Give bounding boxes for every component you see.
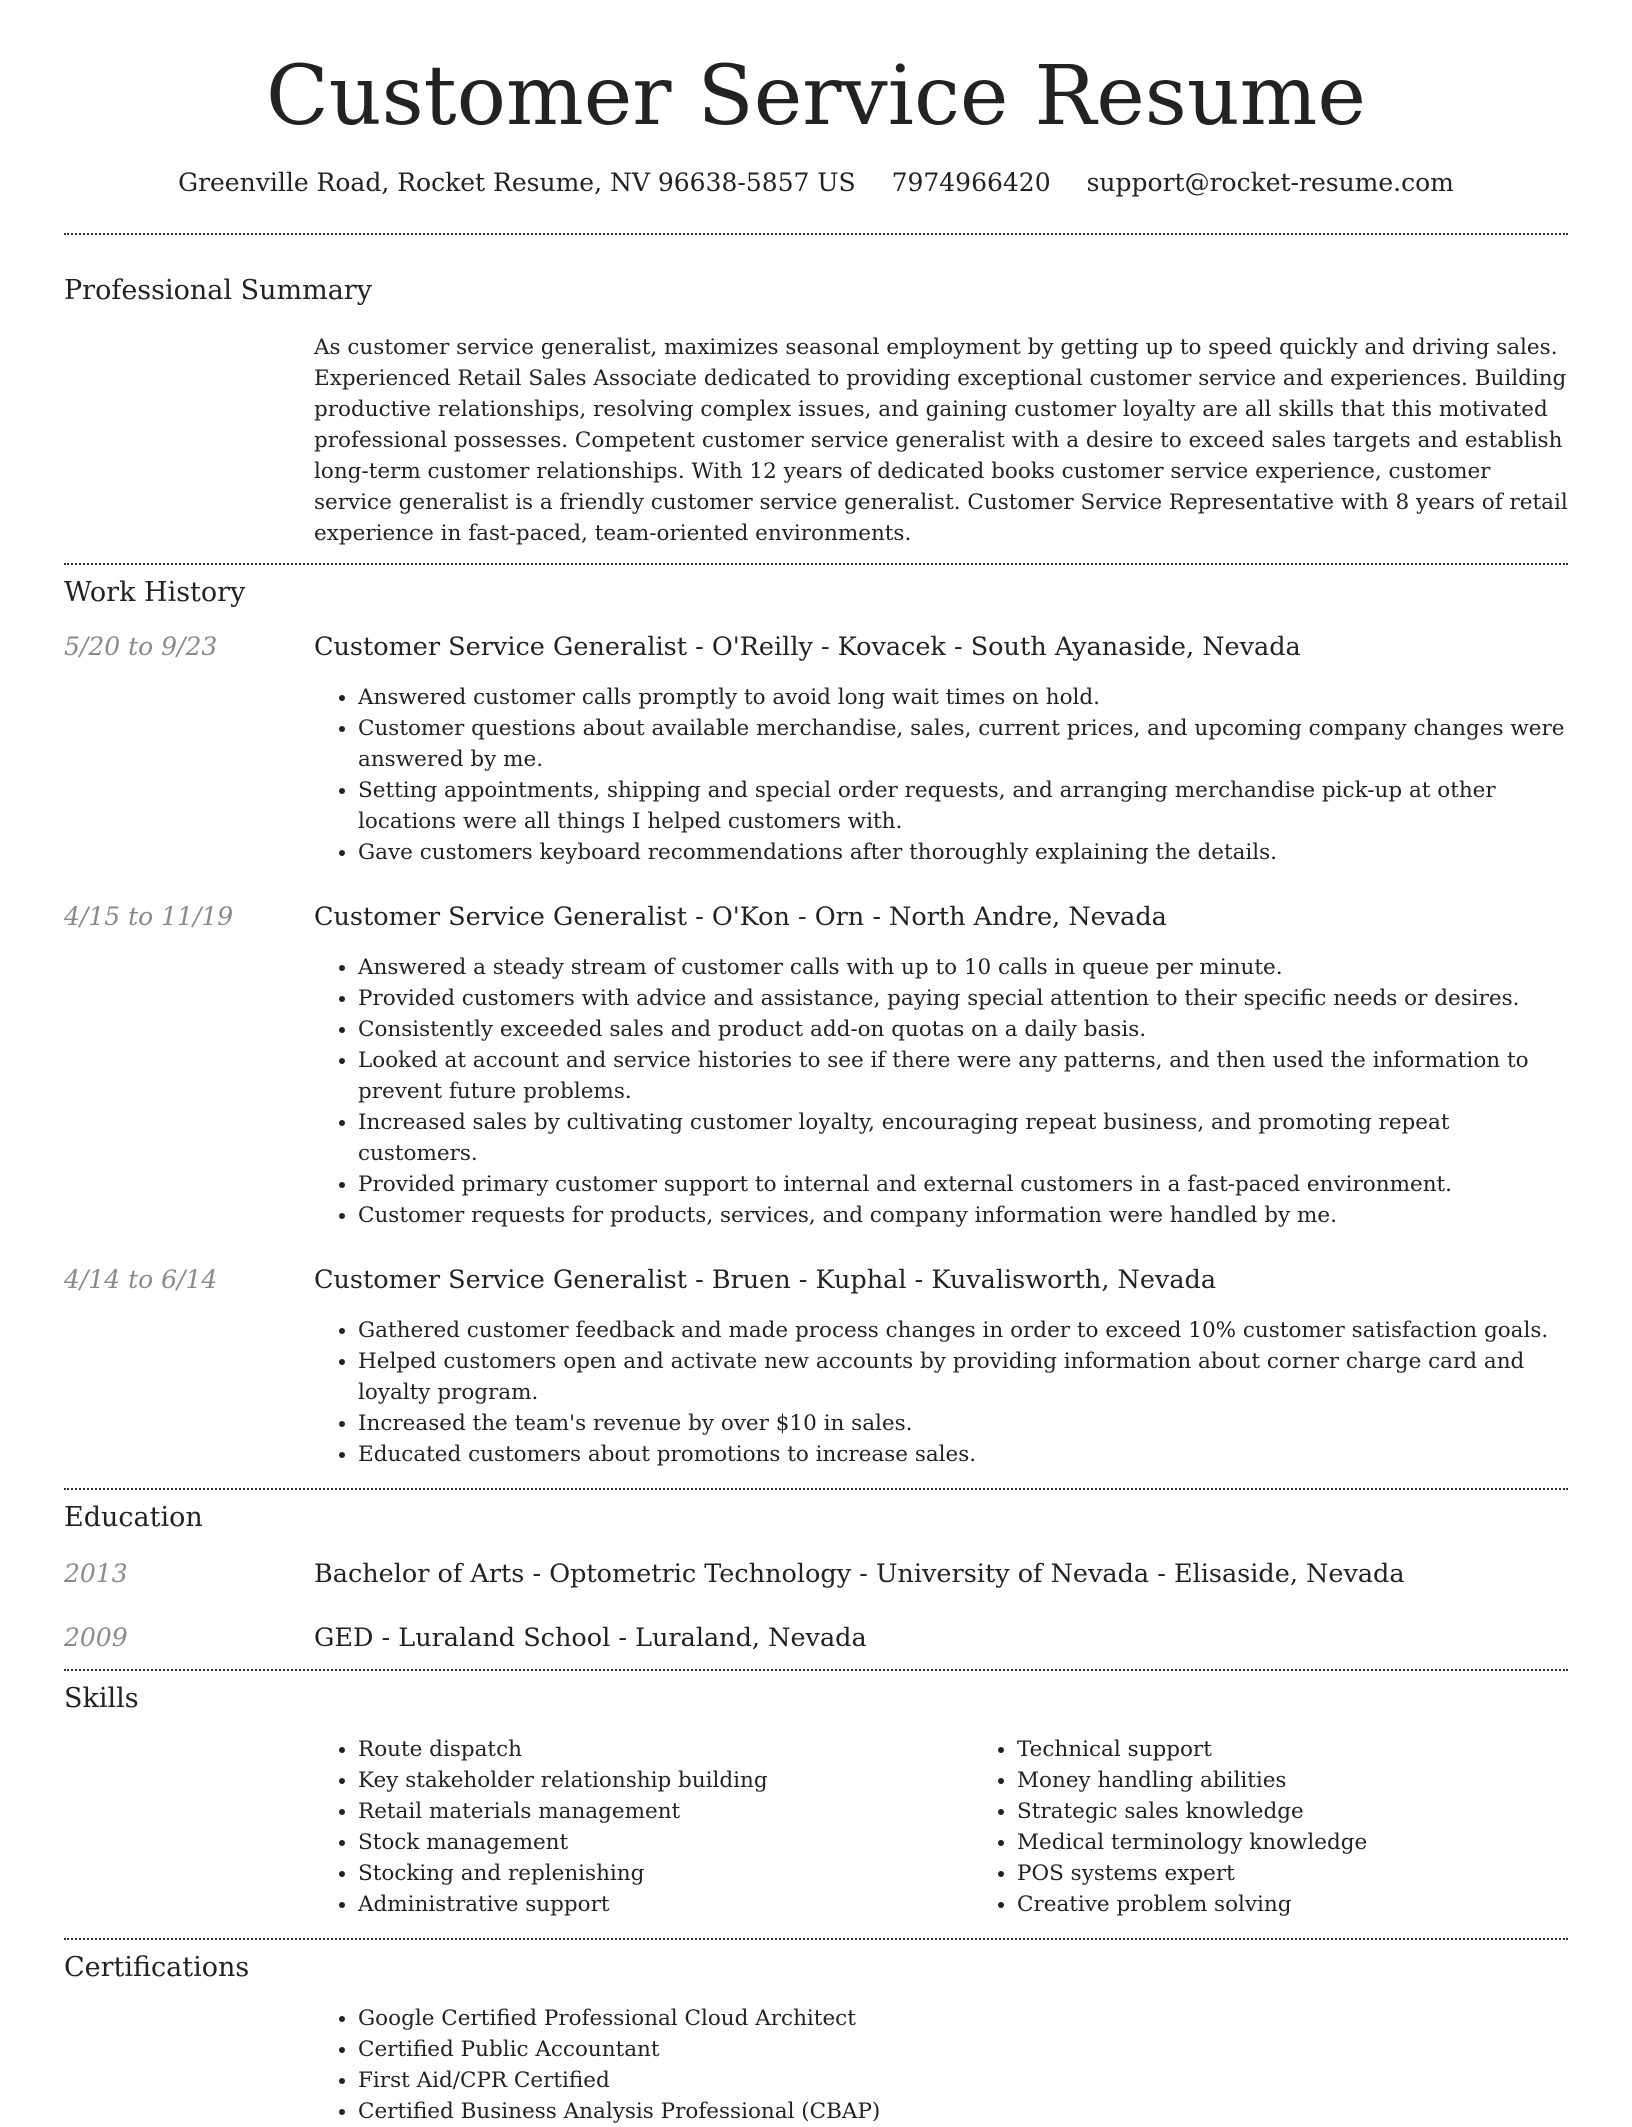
email-text: support@rocket-resume.com [1086, 168, 1454, 198]
list-item: • Stocking and replenishing [358, 1858, 973, 1889]
list-item: • Strategic sales knowledge [1017, 1796, 1632, 1827]
skills-row [64, 1734, 1568, 1920]
job-bullets [314, 682, 1568, 868]
contact-line [64, 168, 1568, 197]
list-item: • Increased sales by cultivating customer loyalty, encouraging repeat business, and promoting repeat customers. [358, 1107, 1568, 1169]
list-item: • Consistently exceeded sales and product add-on quotas on a daily basis. [358, 1014, 1568, 1045]
work-history-heading: Work History [64, 577, 246, 609]
job-bullets [314, 1315, 1568, 1470]
list-item: • Administrative support [358, 1889, 973, 1920]
list-item: • Provided customers with advice and assistance, paying special attention to their specific needs or desires. [358, 983, 1568, 1014]
section-divider [64, 1488, 1568, 1490]
job-entry [64, 902, 1568, 1231]
list-item: • Customer questions about available merchandise, sales, current prices, and upcoming company changes were answered by me. [358, 713, 1568, 775]
list-item: • Certified Business Analysis Professional (CBAP) [358, 2096, 1568, 2127]
resume-title: Customer Service Resume [266, 49, 1366, 144]
job-bullets [314, 952, 1568, 1231]
job-title: Customer Service Generalist - Bruen - Kuphal - Kuvalisworth, Nevada [314, 1265, 1217, 1296]
list-item: • Certified Public Accountant [358, 2034, 1568, 2065]
list-item: • Google Certified Professional Cloud Architect [358, 2003, 1568, 2034]
education-year: 2009 [64, 1623, 128, 1653]
list-item: • Money handling abilities [1017, 1765, 1632, 1796]
list-item: • Creative problem solving [1017, 1889, 1632, 1920]
list-item: • Key stakeholder relationship building [358, 1765, 973, 1796]
list-item: • First Aid/CPR Certified [358, 2065, 1568, 2096]
summary-text: As customer service generalist, maximizes seasonal employment by getting up to speed quickly and driving sales. Experienced Retail Sales Associate dedicated to providing exceptional customer service and experiences. Building productive relationships, resolving complex issues, and gaining customer loyalty are all skills that this motivated professional possesses. Competent customer service generalist with a desire to exceed sales targets and establish long-term customer relationships. With 12 years of dedicated books customer service experience, customer service generalist is a friendly customer service generalist. Customer Service Representative with 8 years of retail experience in fast-paced, team-oriented environments. [314, 335, 1568, 547]
skills-list-left [314, 1734, 973, 1920]
job-dates: 4/15 to 11/19 [64, 902, 234, 932]
list-item: • Technical support [1017, 1734, 1632, 1765]
address-text: Greenville Road, Rocket Resume, NV 96638-5857 US [178, 168, 856, 198]
list-item: • Educated customers about promotions to increase sales. [358, 1439, 1568, 1470]
education-entry [64, 1559, 1568, 1589]
job-dates: 4/14 to 6/14 [64, 1265, 218, 1295]
section-divider [64, 233, 1568, 235]
list-item: • POS systems expert [1017, 1858, 1632, 1889]
section-divider [64, 563, 1568, 565]
section-divider [64, 1938, 1568, 1940]
certifications-heading: Certifications [64, 1952, 250, 1984]
job-entry [64, 632, 1568, 868]
list-item: • Route dispatch [358, 1734, 973, 1765]
list-item: • Stock management [358, 1827, 973, 1858]
list-item: • Answered customer calls promptly to avoid long wait times on hold. [358, 682, 1568, 713]
list-item: • Setting appointments, shipping and special order requests, and arranging merchandise pick-up at other locations were all things I helped customers with. [358, 775, 1568, 837]
education-year: 2013 [64, 1559, 128, 1589]
summary-row [64, 332, 1568, 549]
list-item: • Helped customers open and activate new accounts by providing information about corner charge card and loyalty program. [358, 1346, 1568, 1408]
skills-heading: Skills [64, 1683, 139, 1715]
list-item: • Customer requests for products, services, and company information were handled by me. [358, 1200, 1568, 1231]
education-entry [64, 1623, 1568, 1653]
list-item: • Gathered customer feedback and made process changes in order to exceed 10% customer satisfaction goals. [358, 1315, 1568, 1346]
certifications-row [64, 2003, 1568, 2127]
certifications-list [314, 2003, 1568, 2127]
education-heading: Education [64, 1502, 203, 1534]
summary-heading: Professional Summary [64, 275, 372, 307]
list-item: • Gave customers keyboard recommendations after thoroughly explaining the details. [358, 837, 1568, 868]
job-title: Customer Service Generalist - O'Kon - Orn - North Andre, Nevada [314, 902, 1167, 933]
job-entry [64, 1265, 1568, 1470]
education-title: Bachelor of Arts - Optometric Technology - University of Nevada - Elisaside, Nevada [314, 1559, 1405, 1590]
list-item: • Provided primary customer support to internal and external customers in a fast-paced environment. [358, 1169, 1568, 1200]
job-dates: 5/20 to 9/23 [64, 632, 218, 662]
list-item: • Answered a steady stream of customer calls with up to 10 calls in queue per minute. [358, 952, 1568, 983]
job-title: Customer Service Generalist - O'Reilly - Kovacek - South Ayanaside, Nevada [314, 632, 1301, 663]
list-item: • Looked at account and service histories to see if there were any patterns, and then used the information to prevent future problems. [358, 1045, 1568, 1107]
section-divider [64, 1669, 1568, 1671]
list-item: • Retail materials management [358, 1796, 973, 1827]
phone-text: 7974966420 [891, 168, 1051, 198]
education-title: GED - Luraland School - Luraland, Nevada [314, 1623, 867, 1654]
skills-list-right [973, 1734, 1632, 1920]
list-item: • Medical terminology knowledge [1017, 1827, 1632, 1858]
list-item: • Increased the team's revenue by over $10 in sales. [358, 1408, 1568, 1439]
